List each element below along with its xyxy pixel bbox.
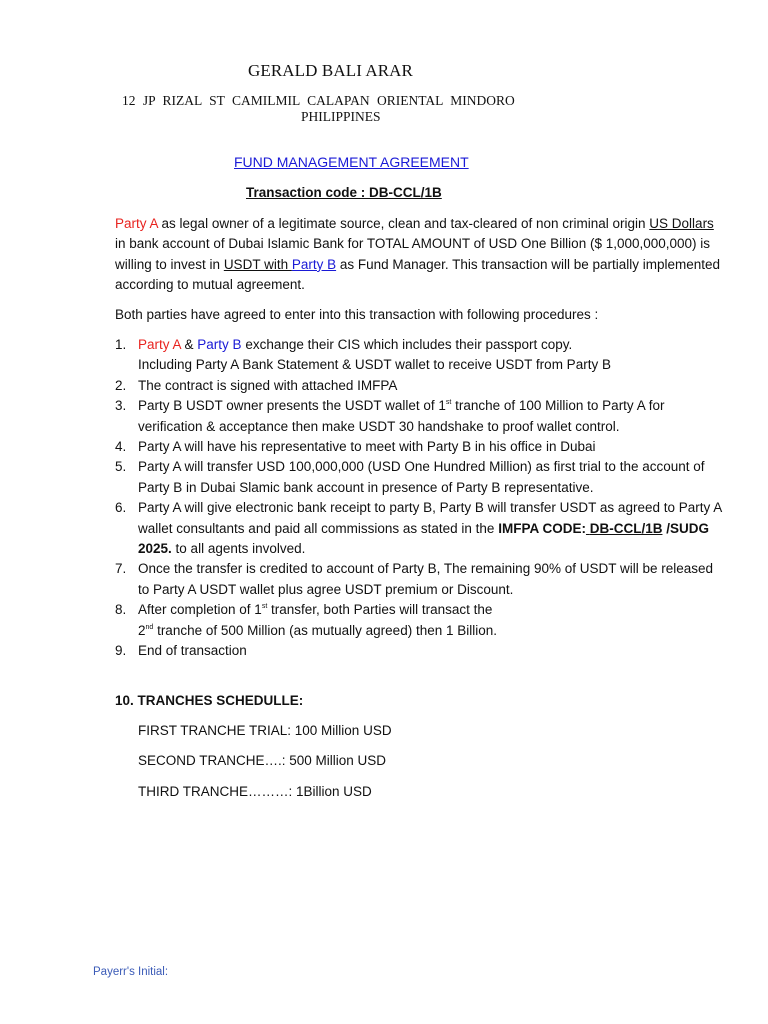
procedure-step-1 xyxy=(115,335,725,376)
step-text-line-2: Including Party A Bank Statement & USDT wallet to receive USDT from Party B xyxy=(138,357,611,373)
procedure-step-6 xyxy=(115,498,725,559)
intro-text-3: as Fund Manager. This transaction will be partially implemented according to mutual agreement. xyxy=(115,256,721,293)
procedure-step-8 xyxy=(115,600,725,641)
step-text: Party A will have his representative to meet with Party B in his office in Dubai xyxy=(138,439,596,455)
superscript: st xyxy=(261,603,268,611)
address-line-2: PHILIPPINES xyxy=(301,109,381,124)
step-text: Party A will give electronic bank receipt to party B, Party B will transfer USDT as agreed to Party A wallet consultants and paid all commissions as stated in the xyxy=(138,500,722,536)
us-dollars-text: US Dollars xyxy=(649,216,714,231)
schedule-third-tranche: THIRD TRANCHE………: 1Billion USD xyxy=(138,784,372,799)
procedure-step-3 xyxy=(115,396,725,437)
usdt-with-text: USDT with xyxy=(223,256,292,272)
step-number: 3. xyxy=(115,398,127,414)
procedure-step-5 xyxy=(115,457,725,498)
step-text-line-2: 2 xyxy=(138,622,146,638)
step-text-cont: transfer, both Parties will transact the xyxy=(267,602,493,618)
intro-text-1: as legal owner of a legitimate source, clean and tax-cleared of non criminal origin xyxy=(157,216,650,231)
transaction-code: Transaction code : DB-CCL/1B xyxy=(246,185,442,200)
step-number: 1. xyxy=(115,337,127,352)
party-a-label: Party A xyxy=(115,216,158,231)
imfpa-code-rest: /SUDG 2025. xyxy=(138,520,709,557)
agreed-paragraph: Both parties have agreed to enter into this transaction with following procedures : xyxy=(115,307,599,322)
step-number: 6. xyxy=(115,500,127,516)
step-text: After completion of 1 xyxy=(138,602,262,618)
step-number: 7. xyxy=(115,561,127,577)
address-line-1: 12 JP RIZAL ST CAMILMIL CALAPAN ORIENTAL MINDORO xyxy=(122,93,515,108)
schedule-first-tranche: FIRST TRANCHE TRIAL: 100 Million USD xyxy=(138,723,392,738)
schedule-title: 10. TRANCHES SCHEDULLE: xyxy=(115,693,304,708)
procedure-step-2 xyxy=(115,376,725,396)
document-title: FUND MANAGEMENT AGREEMENT xyxy=(234,154,469,170)
procedure-list xyxy=(115,335,725,662)
procedure-step-7 xyxy=(115,559,725,600)
step-number: 9. xyxy=(115,643,127,659)
superscript: st xyxy=(445,399,452,407)
procedure-step-9 xyxy=(115,641,725,661)
step-text: Once the transfer is credited to account of Party B, The remaining 90% of USDT will be released to Party A USDT wallet plus agree USDT premium or Discount. xyxy=(138,561,714,597)
step-number: 2. xyxy=(115,377,127,393)
imfpa-code-value: DB-CCL/1B xyxy=(589,520,663,536)
step-number: 8. xyxy=(115,602,127,618)
superscript: nd xyxy=(145,623,154,631)
intro-text-2: in bank account of Dubai Islamic Bank for TOTAL AMOUNT of USD One Billion ($ 1,000,000,000) is willing to invest in xyxy=(115,236,711,272)
payer-initial-label: Payerr's Initial: xyxy=(93,966,169,978)
party-a-label: Party A xyxy=(138,337,181,352)
step-number: 4. xyxy=(115,439,127,455)
procedure-step-4 xyxy=(115,437,725,457)
step-text-cont: to all agents involved. xyxy=(171,541,306,557)
step-text: End of transaction xyxy=(138,643,247,659)
party-b-label: Party B xyxy=(197,337,242,352)
step-text-line-2-cont: tranche of 500 Million (as mutually agreed) then 1 Billion. xyxy=(153,622,497,638)
ampersand: & xyxy=(180,337,198,352)
step-text: Party B USDT owner presents the USDT wallet of 1 xyxy=(138,398,446,414)
step-number: 5. xyxy=(115,459,127,475)
imfpa-code-label: IMFPA CODE: xyxy=(498,520,586,536)
step-text: The contract is signed with attached IMFPA xyxy=(138,377,398,393)
schedule-second-tranche: SECOND TRANCHE….: 500 Million USD xyxy=(138,753,387,768)
step-text: Party A will transfer USD 100,000,000 (USD One Hundred Million) as first trial to the account of Party B in Dubai Slamic bank account in presence of Party B representative. xyxy=(138,459,705,495)
step-text-cont: tranche of 100 Million to Party A for verification & acceptance then make USDT 30 handshake to proof wallet control. xyxy=(138,398,665,434)
intro-paragraph xyxy=(115,214,725,296)
sender-name: GERALD BALI ARAR xyxy=(248,61,413,80)
party-b-label: Party B xyxy=(291,256,337,272)
step-text: exchange their CIS which includes their passport copy. xyxy=(241,337,573,352)
